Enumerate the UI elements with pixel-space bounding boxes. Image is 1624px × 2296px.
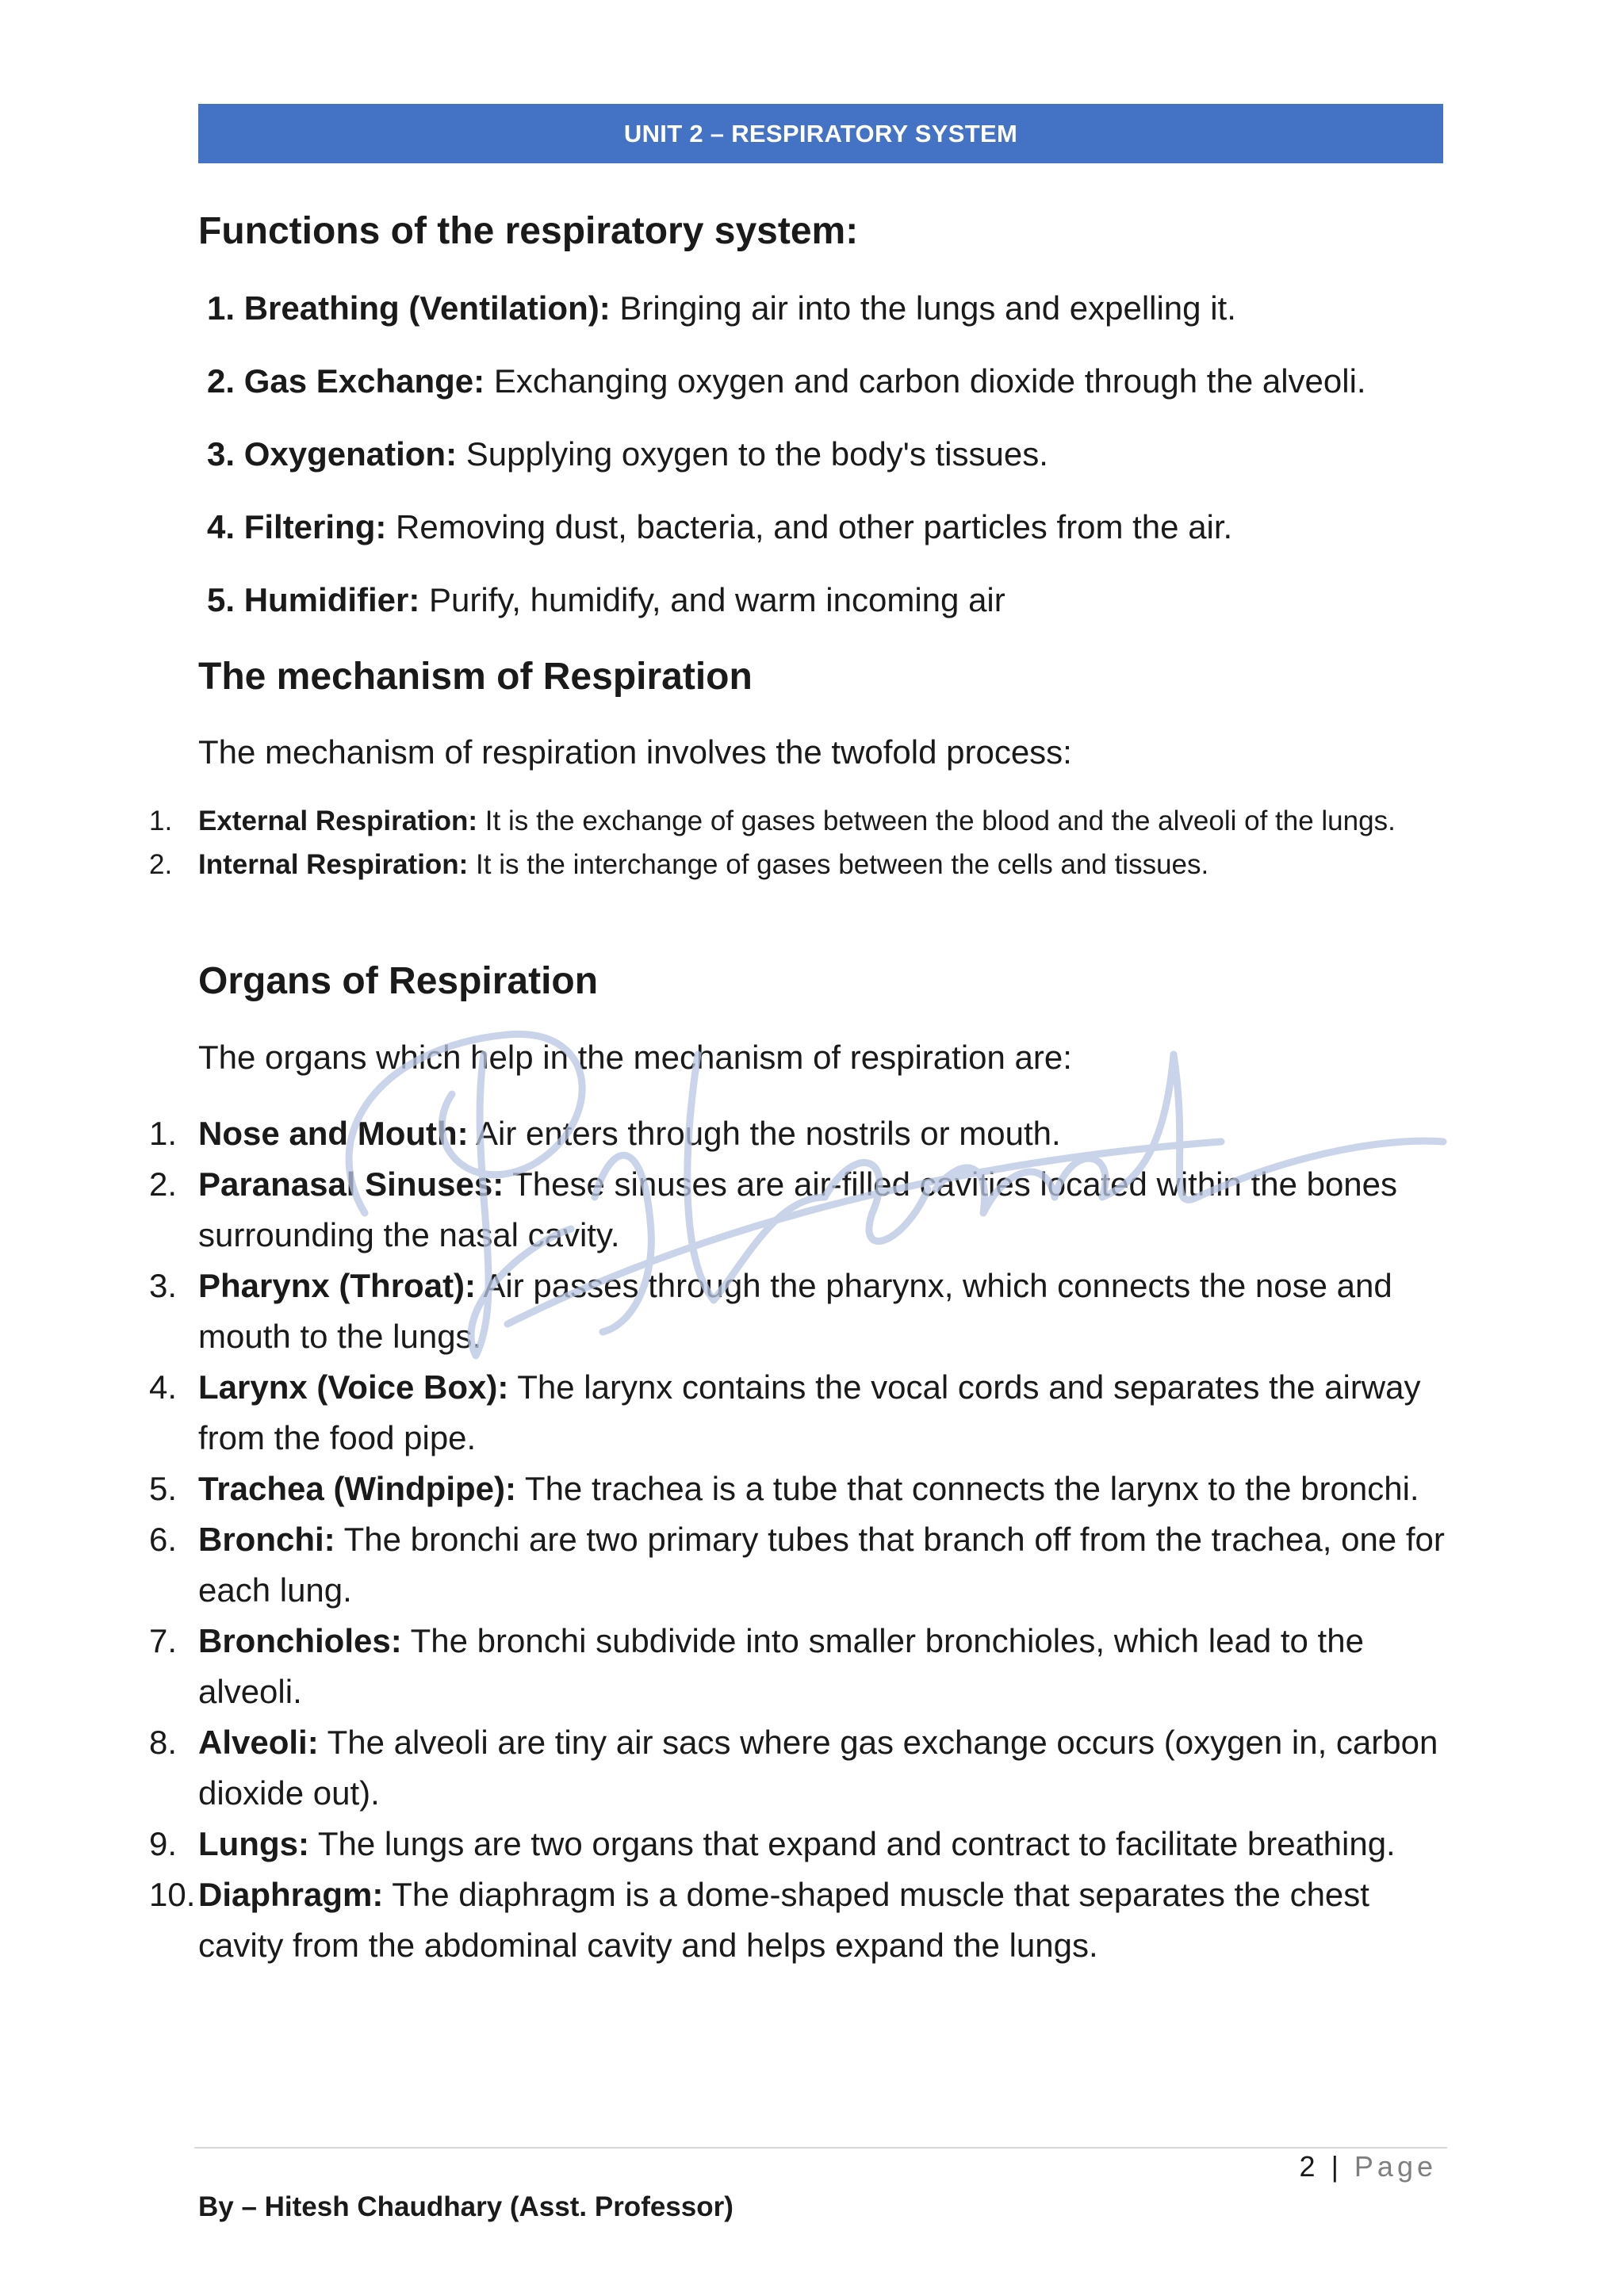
list-number: 4. <box>149 1368 178 1406</box>
organ-item-text: The larynx contains the vocal cords and separates the airway from the food pipe. <box>198 1368 1421 1456</box>
mechanism-item-text: It is the exchange of gases between the blood and the alveoli of the lungs. <box>477 806 1396 836</box>
organ-item-label: Bronchioles: <box>198 1622 402 1659</box>
mechanism-intro: The mechanism of respiration involves the twofold process: <box>198 733 1072 771</box>
list-number: 8. <box>149 1724 178 1761</box>
function-item-label: 2. Gas Exchange: <box>207 362 485 400</box>
organ-item-text: The lungs are two organs that expand and contract to facilitate breathing. <box>308 1825 1396 1862</box>
function-item <box>207 435 1048 473</box>
organ-item-text: The bronchi subdivide into smaller bronchioles, which lead to the alveoli. <box>198 1622 1364 1710</box>
list-number: 1. <box>149 1115 178 1152</box>
organ-item-label: Larynx (Voice Box): <box>198 1368 509 1406</box>
page-number-value: 2 <box>1299 2150 1320 2183</box>
organ-item-text: The trachea is a tube that connects the larynx to the bronchi. <box>516 1470 1419 1507</box>
function-item <box>207 289 1236 327</box>
list-number: 10. <box>149 1876 196 1913</box>
mechanism-item-label: Internal Respiration: <box>198 849 469 880</box>
list-number: 2. <box>149 849 173 880</box>
function-item-text: Supplying oxygen to the body's tissues. <box>457 435 1048 473</box>
organ-item-text: Air enters through the nostrils or mouth. <box>468 1115 1061 1152</box>
function-item-label: 1. Breathing (Ventilation): <box>207 289 611 327</box>
unit-header-bar <box>198 104 1443 163</box>
organ-item-label: Alveoli: <box>198 1724 319 1761</box>
organ-item-text: Air passes through the pharynx, which connects the nose and mouth to the lungs. <box>198 1267 1392 1355</box>
function-item-text: Removing dust, bacteria, and other particles from the air. <box>386 508 1233 545</box>
organ-item <box>0 1869 1451 1971</box>
list-number: 1. <box>149 806 173 836</box>
organ-item <box>0 1514 1451 1616</box>
list-number: 7. <box>149 1622 178 1659</box>
mechanism-item-label: External Respiration: <box>198 806 478 836</box>
function-item-label: 5. Humidifier: <box>207 581 420 618</box>
organ-item <box>0 1616 1451 1717</box>
list-number: 2. <box>149 1165 178 1203</box>
organs-list <box>0 1108 1624 1971</box>
list-number: 3. <box>149 1267 178 1304</box>
organ-item-label: Paranasal Sinuses: <box>198 1165 504 1203</box>
organs-heading: Organs of Respiration <box>198 960 599 1002</box>
unit-title: UNIT 2 – RESPIRATORY SYSTEM <box>623 119 1018 147</box>
organ-item-label: Lungs: <box>198 1825 309 1862</box>
organ-item-label: Bronchi: <box>198 1521 335 1558</box>
organ-item <box>0 1717 1451 1819</box>
organ-item-text: These sinuses are air-filled cavities located within the bones surrounding the nasal cavity. <box>198 1165 1398 1253</box>
function-item-text: Exchanging oxygen and carbon dioxide through the alveoli. <box>485 362 1366 400</box>
organ-item-text: The diaphragm is a dome-shaped muscle that separates the chest cavity from the abdominal cavity and helps expand the lungs. <box>198 1876 1369 1964</box>
function-item-text: Purify, humidify, and warm incoming air <box>419 581 1005 618</box>
function-item <box>207 581 1005 618</box>
organs-intro: The organs which help in the mechanism of respiration are: <box>198 1039 1072 1076</box>
page-word: Page <box>1354 2150 1437 2183</box>
page-number <box>1300 2150 1437 2183</box>
list-number: 5. <box>149 1470 178 1507</box>
organ-item <box>0 1261 1451 1362</box>
mechanism-item <box>0 843 1435 886</box>
function-item <box>207 362 1366 400</box>
organ-item <box>0 1108 1451 1159</box>
function-item-label: 4. Filtering: <box>207 508 387 545</box>
organ-item <box>0 1159 1451 1261</box>
functions-heading: Functions of the respiratory system: <box>198 210 859 252</box>
organ-item-label: Trachea (Windpipe): <box>198 1470 516 1507</box>
mechanism-heading: The mechanism of Respiration <box>198 656 753 698</box>
function-item-text: Bringing air into the lungs and expelling it. <box>610 289 1236 327</box>
mechanism-item <box>0 799 1435 843</box>
function-item <box>207 508 1233 545</box>
organ-item <box>0 1362 1451 1464</box>
function-item-label: 3. Oxygenation: <box>207 435 458 473</box>
mechanism-list <box>0 799 1624 886</box>
organ-item-text: The bronchi are two primary tubes that branch off from the trachea, one for each lung. <box>198 1521 1445 1609</box>
organ-item <box>0 1464 1451 1514</box>
organ-item-label: Pharynx (Throat): <box>198 1267 477 1304</box>
organ-item-text: The alveoli are tiny air sacs where gas exchange occurs (oxygen in, carbon dioxide out). <box>198 1724 1438 1812</box>
list-number: 9. <box>149 1825 178 1862</box>
footer-divider <box>194 2147 1447 2149</box>
organ-item <box>0 1819 1451 1869</box>
page-number-separator: | <box>1319 2150 1354 2183</box>
organ-item-label: Nose and Mouth: <box>198 1115 469 1152</box>
list-number: 6. <box>149 1521 178 1558</box>
mechanism-item-text: It is the interchange of gases between the cells and tissues. <box>468 849 1209 880</box>
organ-item-label: Diaphragm: <box>198 1876 384 1913</box>
author-credit: By – Hitesh Chaudhary (Asst. Professor) <box>198 2191 733 2222</box>
